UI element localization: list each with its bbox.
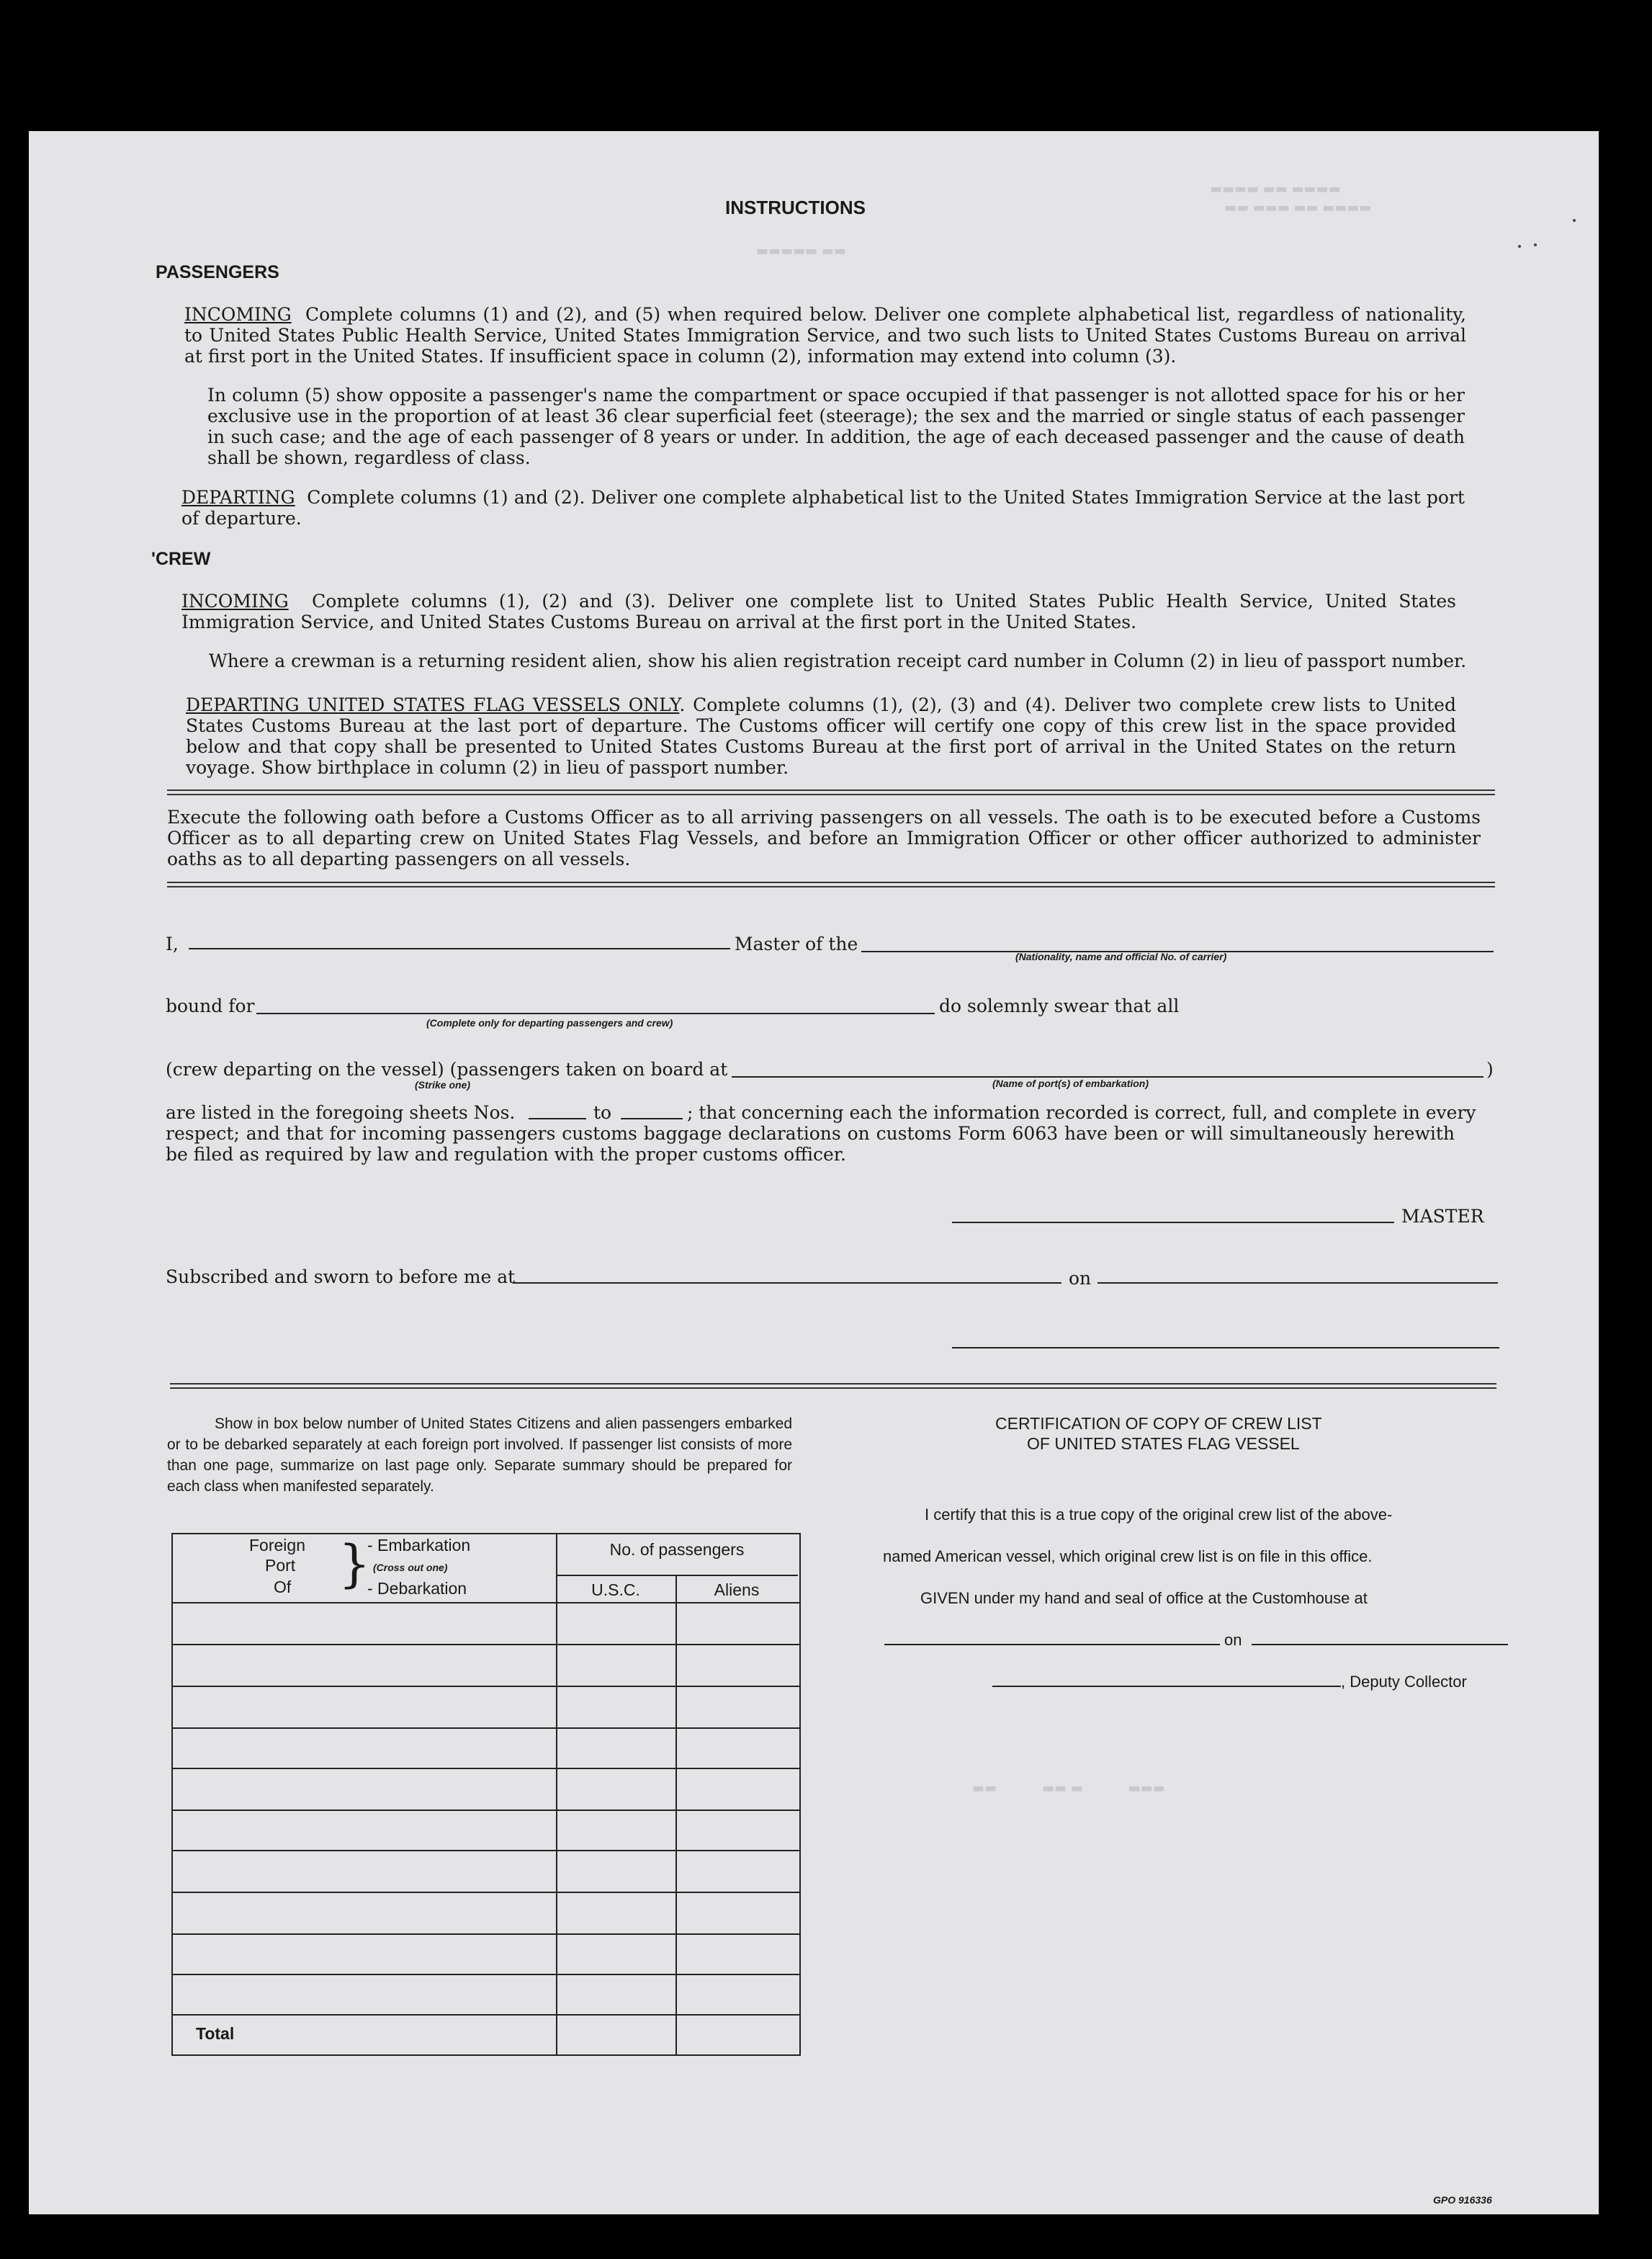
oath-i-label: I, — [166, 934, 179, 954]
brace-icon: } — [338, 1534, 371, 1593]
certification-line-2: named American vessel, which original crew list is on file in this office. — [883, 1547, 1373, 1565]
subscribed-label: Subscribed and sworn to before me at — [166, 1266, 516, 1287]
page-title: INSTRUCTIONS — [725, 197, 866, 218]
section-divider — [170, 1383, 1496, 1389]
table-row — [171, 2014, 799, 2016]
scan-speck — [1518, 245, 1521, 248]
certification-title-2: OF UNITED STATES FLAG VESSEL — [1027, 1434, 1300, 1453]
table-header-divider — [556, 1575, 798, 1576]
passengers-incoming-label: INCOMING — [184, 304, 292, 325]
carrier-caption: (Nationality, name and official No. of carrier) — [1015, 951, 1227, 962]
bleed-through-mark: ▬▬ ▬▬ ▬ ▬▬▬ — [972, 1781, 1165, 1796]
cross-out-caption: (Cross out one) — [373, 1562, 448, 1573]
sworn-on-label: on — [1069, 1268, 1092, 1289]
deputy-collector-label: , Deputy Collector — [1341, 1673, 1467, 1691]
oath-instructions: Execute the following oath before a Customs Officer as to all arriving passengers on all vessels. The oath is to be executed before a Customs Officer as to all departing crew on United States Flag Vessels, and before an Immigration Officer or other officer authorized to administer oaths as to all departing passengers on all vessels. — [167, 807, 1481, 869]
summary-instructions: Show in box below number of United States Citizens and alien passengers embarked or to be debarked separately at each foreign port involved. If passenger list consists of more than one page, summarize on last page only. Separate summary should be prepared for each class when manifested separately. — [167, 1415, 792, 1495]
passengers-departing-paragraph — [181, 487, 1465, 529]
master-signature-field[interactable] — [952, 1222, 1394, 1223]
crew-heading: 'CREW — [151, 549, 211, 569]
table-row — [171, 1933, 799, 1935]
bound-for-label: bound for — [166, 996, 255, 1016]
certification-on-label: on — [1224, 1631, 1242, 1649]
bound-for-field[interactable] — [256, 1013, 935, 1014]
sworn-place-field[interactable] — [513, 1282, 1061, 1284]
aliens-header: Aliens — [714, 1580, 760, 1599]
table-row — [171, 1850, 799, 1851]
certification-line-3: GIVEN under my hand and seal of office at the Customhouse at — [920, 1589, 1368, 1607]
officer-signature-field[interactable] — [952, 1347, 1499, 1348]
sheet-to-label: to — [593, 1102, 612, 1123]
usc-header: U.S.C. — [591, 1580, 640, 1599]
table-row — [171, 1686, 799, 1687]
sheet-from-field[interactable] — [529, 1118, 586, 1119]
listed-sheets-text: ; that concerning each the information recorded is correct, full, and complete in every — [687, 1102, 1476, 1123]
sheet-to-field[interactable] — [621, 1118, 683, 1119]
customhouse-field[interactable] — [884, 1644, 1220, 1645]
listed-sheets-rest: respect; and that for incoming passengers customs baggage declarations on customs Form 6063 have been or will simultaneously herewith be filed as required by law and regulation with the proper customs officer. — [166, 1123, 1455, 1165]
close-paren: ) — [1486, 1059, 1494, 1080]
crew-departing-label: DEPARTING UNITED STATES FLAG VESSELS ONLY — [186, 694, 680, 715]
scan-speck — [1573, 219, 1576, 222]
bleed-through-mark: ▬▬ ▬▬▬ ▬▬ ▬▬▬▬ — [1224, 200, 1372, 215]
passengers-column5-paragraph: In column (5) show opposite a passenger's name the compartment or space occupied if that passenger is not allotted space for his or her exclusive use in the proportion of at least 36 clear superficial feet (steerage); the sex and the married or single status of each passenger in such case; and the age of each passenger of 8 years or under. In addition, the age of each deceased passenger and the cause of death shall be shown, regardless of class. — [207, 385, 1465, 468]
crew-departing-paragraph — [186, 694, 1456, 778]
master-of-the-label: Master of the — [735, 934, 858, 954]
listed-sheets-label: are listed in the foregoing sheets Nos. — [166, 1102, 516, 1123]
bleed-through-mark: ▬▬▬▬▬ ▬▬ — [756, 243, 846, 259]
col-foreign-label: Foreign — [249, 1536, 305, 1555]
table-col-divider — [675, 1575, 677, 2054]
col-of-label: Of — [274, 1578, 292, 1596]
table-row — [171, 1644, 799, 1645]
table-row — [171, 1727, 799, 1729]
certification-line-1: I certify that this is a true copy of the original crew list of the above- — [925, 1506, 1393, 1524]
strike-one-caption: (Strike one) — [415, 1079, 471, 1091]
crew-incoming-text: Complete columns (1), (2) and (3). Deliver one complete list to United States Public Health Service, United States Immigration Service, and United States Customs Bureau on arrival at the first port in the United States. — [181, 591, 1456, 632]
port-caption: (Name of port(s) of embarkation) — [992, 1078, 1149, 1089]
col-port-label: Port — [265, 1556, 296, 1575]
swear-text: do solemnly swear that all — [939, 996, 1180, 1016]
crew-incoming-label: INCOMING — [181, 591, 289, 612]
table-col-divider — [556, 1533, 557, 2054]
crew-departing-text: . Complete columns (1), (2), (3) and (4). Deliver two complete crew lists to United States Customs Bureau at the last port of departure. The Customs officer will certify one copy of this crew list in the space provided below and that copy shall be presented to United States Customs Bureau at the first port of arrival in the United States on the return voyage. Show birthplace in column (2) in lieu of passport number. — [186, 694, 1456, 778]
table-row — [171, 1810, 799, 1811]
gpo-code: GPO 916336 — [1433, 2194, 1492, 2206]
table-header-bottom — [171, 1602, 799, 1603]
embarkation-label: - Embarkation — [367, 1536, 471, 1555]
section-divider — [167, 789, 1495, 795]
table-row — [171, 1974, 799, 1975]
certification-title-1: CERTIFICATION OF COPY OF CREW LIST — [995, 1414, 1322, 1433]
master-label: MASTER — [1401, 1206, 1484, 1227]
no-passengers-header: No. of passengers — [609, 1540, 745, 1559]
section-divider — [167, 882, 1495, 887]
bound-for-caption: (Complete only for departing passengers and crew) — [426, 1017, 673, 1029]
passengers-incoming-text: Complete columns (1) and (2), and (5) when required below. Deliver one complete alphabetical list, regardless of nationality, to United States Public Health Service, United States Immigration Service, and two such lists to United States Customs Bureau on arrival at first port in the United States. If insufficient space in column (2), information may extend into column (3). — [184, 304, 1466, 367]
crew-departing-text: (crew departing on the vessel) (passengers taken on board at — [166, 1059, 728, 1080]
debarkation-label: - Debarkation — [367, 1579, 467, 1598]
passenger-summary-table — [171, 1533, 801, 2056]
table-row — [171, 1768, 799, 1769]
certification-date-field[interactable] — [1252, 1644, 1508, 1645]
master-name-field[interactable] — [189, 948, 730, 949]
deputy-collector-signature[interactable] — [992, 1686, 1341, 1687]
sworn-date-field[interactable] — [1097, 1282, 1498, 1284]
bleed-through-mark: ▬▬▬▬ ▬▬ ▬▬▬▬ — [1210, 182, 1341, 197]
scan-speck — [1534, 243, 1537, 246]
passengers-departing-text: Complete columns (1) and (2). Deliver one complete alphabetical list to the United States Immigration Service at the last port of departure. — [181, 487, 1465, 529]
crew-resident-alien-text: Where a crewman is a returning resident alien, show his alien registration receipt card number in Column (2) in lieu of passport number. — [209, 650, 1467, 671]
passengers-heading: PASSENGERS — [156, 262, 279, 282]
passengers-incoming-paragraph — [184, 304, 1466, 367]
table-row — [171, 1892, 799, 1893]
total-label: Total — [196, 2024, 235, 2043]
crew-incoming-paragraph — [181, 591, 1456, 632]
passengers-departing-label: DEPARTING — [181, 487, 295, 508]
